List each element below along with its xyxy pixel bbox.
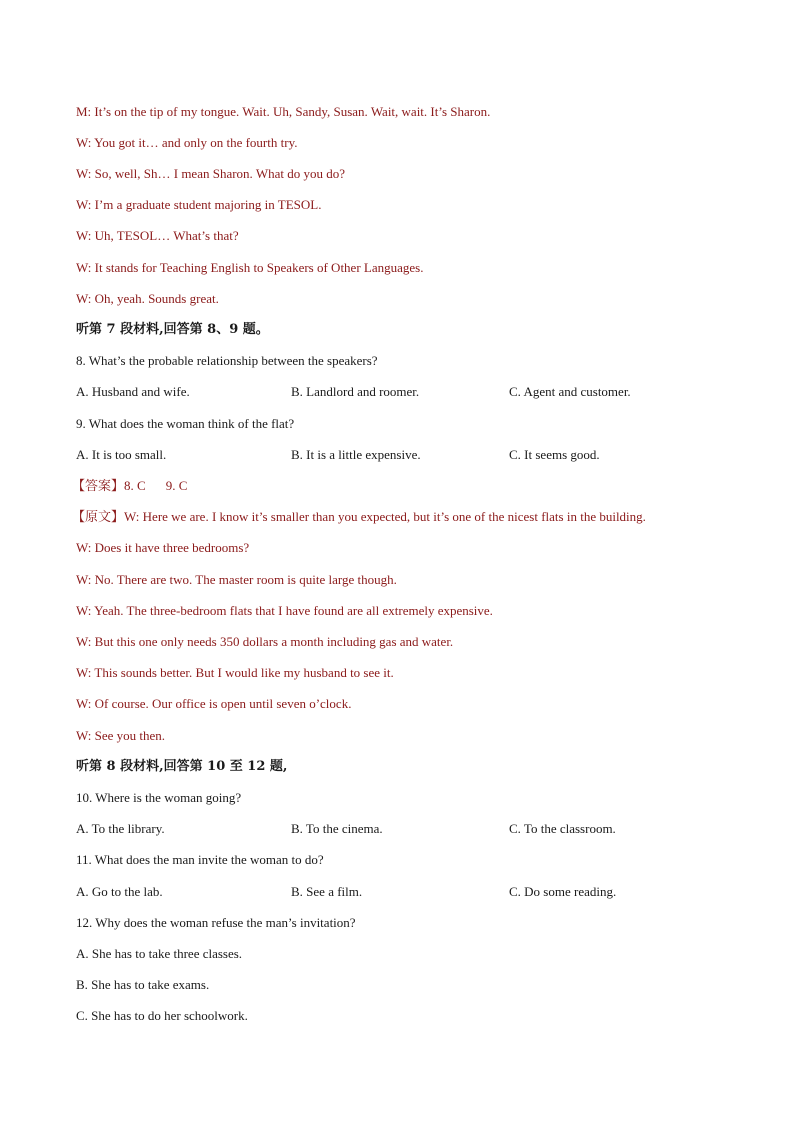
q12-option-a: A. She has to take three classes. [76, 946, 243, 961]
transcript-line: W: No. There are two. The master room is quite large though. [76, 572, 397, 587]
dialogue-line: W: So, well, Sh… I mean Sharon. What do you do? [76, 166, 345, 181]
dialogue-line: W: It stands for Teaching English to Speakers of Other Languages. [76, 260, 424, 275]
answer-tag: 【答案】 [72, 478, 125, 493]
question-12: 12. Why does the woman refuse the man’s invitation? [76, 915, 356, 930]
q9-option-a: A. It is too small. [76, 447, 167, 462]
dialogue-line: W: You got it… and only on the fourth try. [76, 135, 298, 150]
q12-option-c: C. She has to do her schoolwork. [76, 1008, 248, 1023]
transcript-line: W: Of course. Our office is open until seven o’clock. [76, 696, 352, 711]
q8-option-b: B. Landlord and roomer. [291, 384, 420, 399]
q12-option-b: B. She has to take exams. [76, 977, 210, 992]
question-10: 10. Where is the woman going? [76, 790, 242, 805]
dialogue-line: W: Uh, TESOL… What’s that? [76, 228, 239, 243]
q11-option-a: A. Go to the lab. [76, 884, 163, 899]
dialogue-line: W: I’m a graduate student majoring in TESOL. [76, 197, 322, 212]
q9-option-c: C. It seems good. [509, 447, 600, 462]
question-8: 8. What’s the probable relationship between the speakers? [76, 353, 378, 368]
dialogue-line: M: It’s on the tip of my tongue. Wait. Uh, Sandy, Susan. Wait, wait. It’s Sharon. [76, 104, 491, 119]
transcript-line: W: But this one only needs 350 dollars a month including gas and water. [76, 634, 454, 649]
transcript-line: W: Here we are. I know it’s smaller than you expected, but it’s one of the nicest flats in the building. [124, 509, 646, 524]
section-heading: 听第 7 段材料,回答第 8、9 题。 [76, 322, 269, 337]
transcript-tag: 【原文】 [72, 509, 125, 524]
transcript-line: W: Yeah. The three-bedroom flats that I have found are all extremely expensive. [76, 603, 493, 618]
q10-option-b: B. To the cinema. [291, 821, 383, 836]
q11-option-c: C. Do some reading. [509, 884, 617, 899]
question-9: 9. What does the woman think of the flat? [76, 416, 295, 431]
answer-line [72, 477, 187, 495]
question-11: 11. What does the man invite the woman to do? [76, 852, 324, 867]
transcript-line: W: This sounds better. But I would like my husband to see it. [76, 665, 394, 680]
transcript-line: W: Does it have three bedrooms? [76, 540, 250, 555]
answer-8: 8. C [124, 478, 146, 493]
q8-option-c: C. Agent and customer. [509, 384, 631, 399]
q8-option-a: A. Husband and wife. [76, 384, 190, 399]
answer-9: 9. C [165, 478, 188, 493]
q9-option-b: B. It is a little expensive. [291, 447, 421, 462]
q10-option-a: A. To the library. [76, 821, 165, 836]
q10-option-c: C. To the classroom. [509, 821, 616, 836]
q11-option-b: B. See a film. [291, 884, 363, 899]
transcript-line: W: See you then. [76, 728, 166, 743]
dialogue-line: W: Oh, yeah. Sounds great. [76, 291, 219, 306]
section-heading: 听第 8 段材料,回答第 10 至 12 题, [76, 759, 288, 774]
transcript-first-line [72, 508, 646, 526]
